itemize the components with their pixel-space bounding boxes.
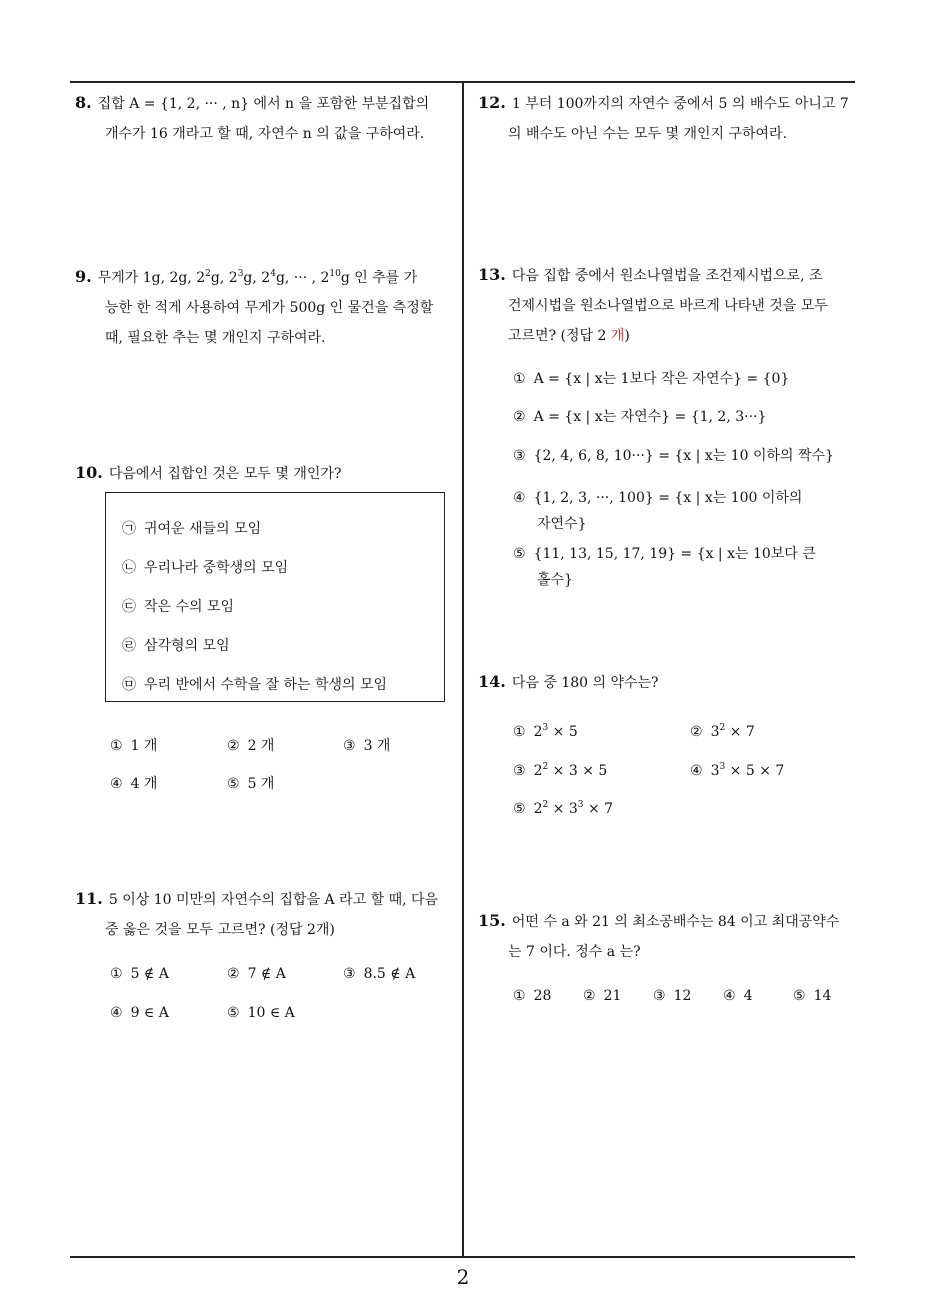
answer-option-4[interactable]: ④ 9 ∈ A <box>110 1005 169 1021</box>
question-text: 1 부터 100까지의 자연수 중에서 5 의 배수도 아니고 7 <box>511 96 849 112</box>
statement-item: ㉢ 작은 수의 모임 <box>122 599 235 615</box>
answer-option-1[interactable]: ① 1 개 <box>110 738 158 754</box>
question-text: 때, 필요한 추는 몇 개인지 구하여라. <box>105 330 326 346</box>
answer-option-1[interactable]: ① 5 ∉ A <box>110 966 169 982</box>
answer-option-2[interactable]: ② 7 ∉ A <box>227 966 286 982</box>
answer-option-4[interactable]: ④ 4 개 <box>110 776 158 792</box>
statement-item: ㉣ 삼각형의 모임 <box>122 638 230 654</box>
question-9 <box>75 262 460 353</box>
question-text: 는 7 이다. 정수 a 는? <box>508 944 641 960</box>
question-text: 다음에서 집합인 것은 모두 몇 개인가? <box>108 466 342 482</box>
question-text: 집합 A = {1, 2, ··· , n} 에서 n 을 포함한 부분집합의 <box>97 96 430 112</box>
question-number: 11. <box>75 889 103 908</box>
column-divider <box>462 81 464 1257</box>
question-10 <box>75 458 460 489</box>
answer-option-4[interactable]: ④ {1, 2, 3, ···, 100} = {x | x는 100 이하의 자연수} <box>513 490 803 532</box>
question-text: 다음 중 180 의 약수는? <box>511 675 659 691</box>
answer-option-4[interactable]: ④ 4 <box>723 988 753 1004</box>
question-text: 개수가 16 개라고 할 때, 자연수 n 의 값을 구하여라. <box>105 126 425 142</box>
question-8 <box>75 88 460 149</box>
question-15 <box>478 906 858 967</box>
answer-option-5[interactable]: ⑤ $2^2 \times 3^3 \times 7$ <box>513 800 614 817</box>
question-number: 8. <box>75 93 92 112</box>
question-text: 어떤 수 a 와 21 의 최소공배수는 84 이고 최대공약수 <box>511 914 840 930</box>
question-11 <box>75 884 460 945</box>
page-number: 2 <box>456 1265 470 1289</box>
answer-option-3[interactable]: ③ $2^2 \times 3 \times 5$ <box>513 762 608 779</box>
question-number: 15. <box>478 911 506 930</box>
answer-option-1[interactable]: ① A = {x | x는 1보다 작은 자연수} = {0} <box>513 371 790 387</box>
answer-option-2[interactable]: ② A = {x | x는 자연수} = {1, 2, 3···} <box>513 409 767 425</box>
statement-item: ㉠ 귀여운 새들의 모임 <box>122 521 262 537</box>
answer-option-5[interactable]: ⑤ 10 ∈ A <box>227 1005 295 1021</box>
statement-item: ㉤ 우리 반에서 수학을 잘 하는 학생의 모임 <box>122 677 388 693</box>
bottom-rule <box>70 1256 855 1258</box>
question-number: 9. <box>75 267 92 286</box>
question-text: 무게가 1g, 2g, $2^2g$, $2^3g$, $2^4g$, ··· , $2^{10}g$ 인 추를 가 <box>97 269 418 286</box>
answer-option-2[interactable]: ② $3^2 \times 7$ <box>690 723 755 740</box>
question-text: 건제시법을 원소나열법으로 바르게 나타낸 것을 모두 <box>508 298 828 314</box>
answer-option-5[interactable]: ⑤ 5 개 <box>227 776 275 792</box>
answer-option-1[interactable]: ① 28 <box>513 988 552 1004</box>
answer-option-3[interactable]: ③ 8.5 ∉ A <box>343 966 416 982</box>
question-text: 다음 집합 중에서 원소나열법을 조건제시법으로, 조 <box>511 268 823 284</box>
question-text: 5 이상 10 미만의 자연수의 집합을 A 라고 할 때, 다음 <box>108 892 439 908</box>
question-number: 10. <box>75 463 103 482</box>
question-number: 12. <box>478 93 506 112</box>
question-12 <box>478 88 858 149</box>
question-text: 능한 한 적게 사용하여 무게가 500g 인 물건을 측정할 <box>105 300 434 316</box>
answer-option-2[interactable]: ② 2 개 <box>227 738 275 754</box>
question-text: 고르면? (정답 2 개) <box>508 328 630 344</box>
question-13 <box>478 260 858 351</box>
question-14 <box>478 667 858 698</box>
statement-box <box>105 492 445 702</box>
answer-option-3[interactable]: ③ {2, 4, 6, 8, 10···} = {x | x는 10 이하의 짝수} <box>513 448 834 464</box>
statement-item: ㉡ 우리나라 중학생의 모임 <box>122 560 289 576</box>
question-text: 의 배수도 아닌 수는 모두 몇 개인지 구하여라. <box>508 126 788 142</box>
answer-option-1[interactable]: ① $2^3 \times 5$ <box>513 723 578 740</box>
answer-option-2[interactable]: ② 21 <box>583 988 622 1004</box>
answer-option-5[interactable]: ⑤ {11, 13, 15, 17, 19} = {x | x는 10보다 큰 홀수} <box>513 546 816 588</box>
answer-option-5[interactable]: ⑤ 14 <box>793 988 832 1004</box>
answer-option-3[interactable]: ③ 3 개 <box>343 738 391 754</box>
answer-option-4[interactable]: ④ $3^3 \times 5 \times 7$ <box>690 762 785 779</box>
answer-option-3[interactable]: ③ 12 <box>653 988 692 1004</box>
question-text: 중 옳은 것을 모두 고르면? (정답 2개) <box>105 922 335 938</box>
question-number: 14. <box>478 672 506 691</box>
question-number: 13. <box>478 265 506 284</box>
